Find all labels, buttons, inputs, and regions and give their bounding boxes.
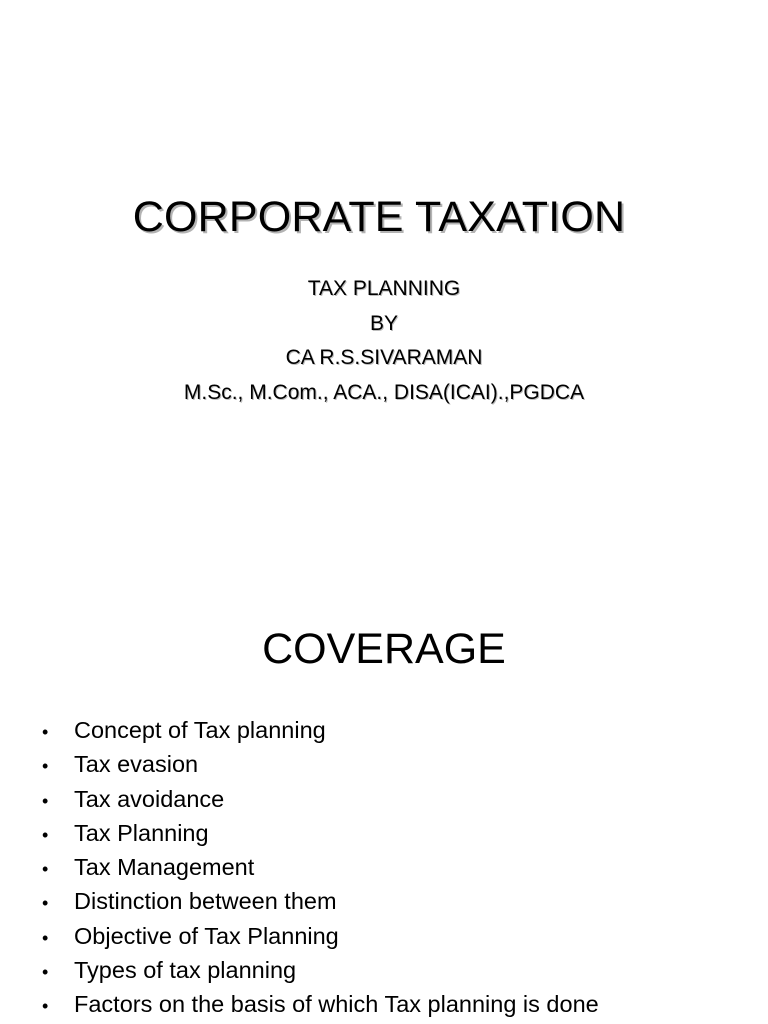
list-item-text: Objective of Tax Planning (74, 922, 339, 949)
list-item-text: Tax Management (74, 854, 255, 881)
bullet-icon: • (42, 756, 49, 777)
list-item-text: Factors on the basis of which Tax planning is done (74, 991, 599, 1018)
list-item (42, 850, 599, 884)
coverage-list (42, 713, 599, 1022)
list-item-text: Concept of Tax planning (74, 717, 326, 743)
subtitle-by: BY (369, 311, 398, 335)
bullet-icon: • (42, 722, 49, 742)
list-item (42, 747, 599, 781)
list-item (42, 816, 599, 850)
subtitle-author: CA R.S.SIVARAMAN (285, 346, 483, 369)
list-item (42, 919, 599, 953)
bullet-icon: • (42, 962, 49, 983)
bullet-icon: • (42, 996, 49, 1017)
bullet-icon: • (42, 927, 49, 948)
subtitle-block (0, 272, 768, 410)
list-item (42, 884, 599, 918)
subtitle-topic: TAX PLANNING (307, 277, 461, 300)
list-item (42, 987, 599, 1021)
list-item (42, 953, 599, 987)
list-item (42, 782, 599, 816)
bullet-icon: • (42, 859, 49, 880)
coverage-slide (0, 576, 768, 1024)
list-item-text: Tax avoidance (74, 785, 225, 812)
coverage-title: COVERAGE (262, 625, 506, 673)
list-item (42, 713, 599, 747)
slide-title: CORPORATE TAXATION (132, 193, 626, 241)
subtitle-credentials: M.Sc., M.Com., ACA., DISA(ICAI).,PGDCA (183, 380, 585, 404)
bullet-icon: • (42, 824, 49, 845)
list-item-text: Distinction between them (74, 888, 337, 915)
list-item-text: Tax evasion (74, 751, 199, 778)
bullet-icon: • (42, 893, 49, 914)
list-item-text: Tax Planning (74, 819, 209, 846)
list-item-text: Types of tax planning (74, 957, 297, 984)
bullet-icon: • (42, 790, 49, 811)
